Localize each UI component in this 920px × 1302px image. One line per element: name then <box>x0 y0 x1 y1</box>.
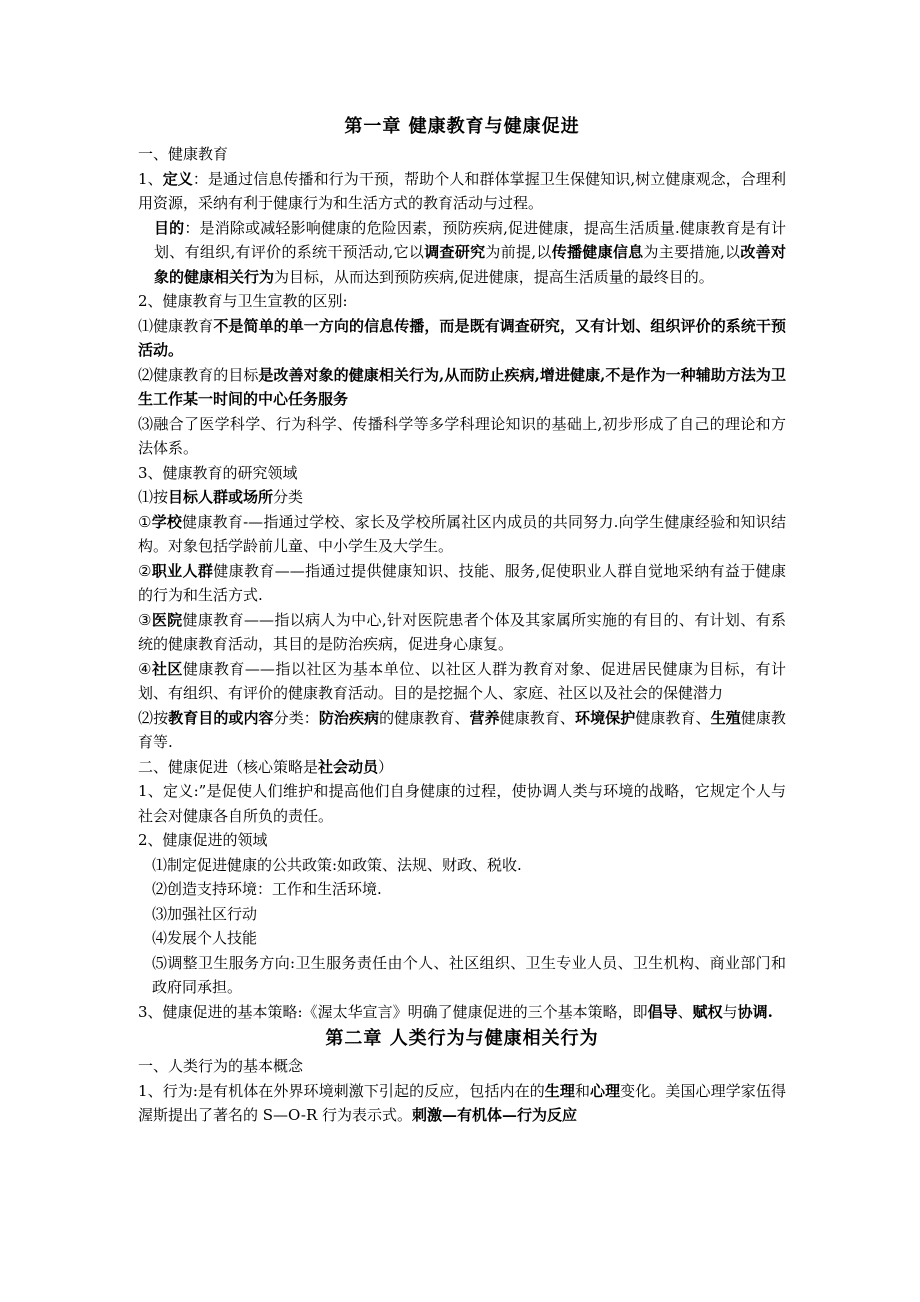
list-item: ⑸调整卫生服务方向:卫生服务责任由个人、社区组织、卫生专业人员、卫生机构、商业部门和政府同承担。 <box>152 953 786 996</box>
document-body <box>138 112 786 1128</box>
list-item: ②职业人群健康教育——指通过提供健康知识、技能、服务,促使职业人群自觉地采纳有益于健康的行为和生活方式. <box>138 561 786 604</box>
chapter-2-title: 第二章 人类行为与健康相关行为 <box>325 1028 599 1049</box>
list-item: ④社区健康教育——指以社区为基本单位、以社区人群为教育对象、促进居民健康为目标，有计划、有组织、有评价的健康教育活动。目的是挖掘个人、家庭、社区以及社会的保健潜力 <box>138 659 786 702</box>
list-item: ⑴制定促进健康的公共政策:如政策、法规、财政、税收. <box>152 855 522 874</box>
section-heading: 一、人类行为的基本概念 <box>138 1057 304 1075</box>
paragraph-promotion-definition: 1、定义:”是促使人们维护和提高他们自身健康的过程，使协调人类与环境的战略，它规定个人与社会对健康各自所负的责任。 <box>138 782 786 825</box>
paragraph-behavior: 1、行为:是有机体在外界环境刺激下引起的反应，包括内在的生理和心理变化。美国心理学家伍得渥斯提出了著名的 S—O-R 行为表示式。刺激—有机体—行为反应 <box>138 1081 786 1124</box>
list-item: ⑷发展个人技能 <box>152 929 258 947</box>
list-item: ③医院健康教育——指以病人为中心,针对医院患者个体及其家属所实施的有目的、有计划、有系统的健康教育活动，其目的是防治疾病，促进身心康复。 <box>138 610 786 653</box>
subsection-heading: 3、健康教育的研究领域 <box>138 463 298 482</box>
chapter-1-title: 第一章 健康教育与健康促进 <box>344 116 580 137</box>
list-item: ⑵按教育目的或内容分类：防治疾病的健康教育、营养健康教育、环境保护健康教育、生殖健康教育等. <box>138 708 786 751</box>
list-item: ⑵创造支持环境：工作和生活环境. <box>152 880 382 898</box>
list-item: ①学校健康教育-—指通过学校、家长及学校所属社区内成员的共同努力.向学生健康经验和知识结构。对象包括学龄前儿童、中小学生及大学生。 <box>138 512 786 555</box>
list-item: ⑶融合了医学科学、行为科学、传播科学等多学科理论知识的基础上,初步形成了自己的理论和方法体系。 <box>138 414 786 457</box>
section-heading: 一、健康教育 <box>138 145 229 163</box>
paragraph-purpose: 目的：是消除或减轻影响健康的危险因素，预防疾病,促进健康，提高生活质量.健康教育是有计划、有组织,有评价的系统干预活动,它以调查研究为前提,以传播健康信息为主要措施,以改善对象的健康相关行为为目标，从而达到预防疾病,促进健康，提高生活质量的最终目的。 <box>154 218 786 286</box>
subsection-heading: 2、健康教育与卫生宣教的区别: <box>138 292 348 310</box>
list-item: ⑶加强社区行动 <box>152 904 258 923</box>
subsection-heading: 2、健康促进的领域 <box>138 831 268 849</box>
list-item: ⑴健康教育不是简单的单一方向的信息传播，而是既有调查研究，又有计划、组织评价的系统干预活动。 <box>138 316 786 359</box>
list-item: ⑴按目标人群或场所分类 <box>138 488 304 506</box>
paragraph-strategy: 3、健康促进的基本策略:《渥太华宣言》明确了健康促进的三个基本策略，即倡导、赋权与协调. <box>138 1002 773 1021</box>
list-item: ⑵健康教育的目标是改善对象的健康相关行为,从而防止疾病,增进健康,不是作为一种辅助方法为卫生工作某一时间的中心任务服务 <box>138 365 786 408</box>
paragraph-definition: 1、定义：是通过信息传播和行为干预，帮助个人和群体掌握卫生保健知识,树立健康观念，合理利用资源，采纳有利于健康行为和生活方式的教育活动与过程。 <box>138 169 786 212</box>
section-heading: 二、健康促进（核心策略是社会动员） <box>138 757 394 776</box>
